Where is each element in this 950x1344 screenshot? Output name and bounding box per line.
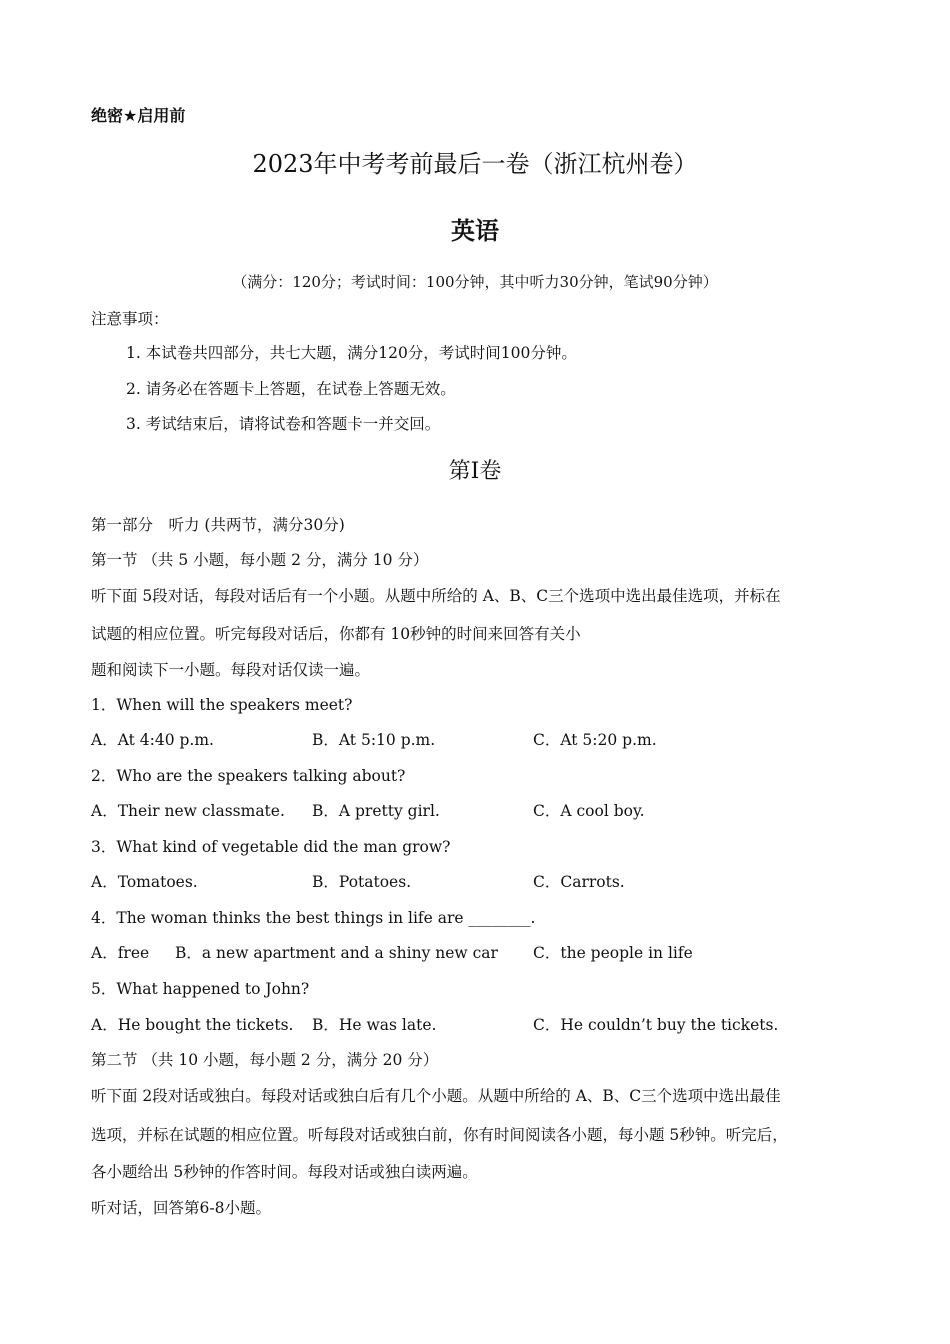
question-stem: 1．When will the speakers meet? bbox=[91, 696, 353, 714]
listening-prompt: 听对话，回答第6-8小题。 bbox=[91, 1199, 271, 1217]
option-b: B．A pretty girl. bbox=[312, 802, 440, 820]
instruction-line: 选项，并标在试题的相应位置。听每段对话或独白前，你有时间阅读各小题，每小题 5秒钟。听完后， bbox=[91, 1126, 788, 1144]
question-stem: 2．Who are the speakers talking about? bbox=[91, 767, 406, 785]
notes-heading: 注意事项： bbox=[91, 310, 169, 328]
section-heading: 第一节 （共 5 小题，每小题 2 分，满分 10 分） bbox=[91, 551, 429, 569]
question-stem: 3．What kind of vegetable did the man grow? bbox=[91, 838, 451, 856]
option-b: B．At 5:10 p.m. bbox=[312, 731, 436, 749]
instruction-line: 试题的相应位置。听完每段对话后，你都有 10秒钟的时间来回答有关小 bbox=[91, 625, 581, 643]
option-c: C．A cool boy. bbox=[533, 802, 645, 820]
option-a: A．At 4:40 p.m. bbox=[91, 731, 214, 749]
option-c: C．He couldn’t buy the tickets. bbox=[533, 1016, 779, 1034]
exam-title: 2023年中考考前最后一卷（浙江杭州卷） bbox=[252, 150, 698, 178]
volume-title: 第I卷 bbox=[448, 459, 502, 484]
option-a: A．Tomatoes. bbox=[91, 873, 198, 891]
option-c: C．the people in life bbox=[533, 944, 693, 962]
option-b: B．Potatoes. bbox=[312, 873, 412, 891]
option-a: A．Their new classmate. bbox=[91, 802, 285, 820]
confidential-mark: 绝密★启用前 bbox=[91, 106, 186, 125]
subject-title: 英语 bbox=[451, 216, 499, 245]
note-item: 2. 请务必在答题卡上答题，在试卷上答题无效。 bbox=[126, 380, 456, 398]
option-c: C．Carrots. bbox=[533, 873, 625, 891]
instruction-line: 听下面 2段对话或独白。每段对话或独白后有几个小题。从题中所给的 A、B、C三个选项中选出最佳 bbox=[91, 1087, 781, 1105]
option-a: A．He bought the tickets. bbox=[91, 1016, 294, 1034]
part-heading: 第一部分 听力 (共两节，满分30分) bbox=[91, 516, 345, 534]
option-a: A．free bbox=[91, 944, 150, 962]
note-item: 1. 本试卷共四部分，共七大题，满分120分，考试时间100分钟。 bbox=[126, 344, 577, 362]
question-stem: 4．The woman thinks the best things in life are ________. bbox=[91, 909, 536, 927]
option-b: B．a new apartment and a shiny new car bbox=[175, 944, 498, 962]
instruction-line: 题和阅读下一小题。每段对话仅读一遍。 bbox=[91, 661, 371, 679]
exam-info: （满分：120分；考试时间：100分钟，其中听力30分钟，笔试90分钟） bbox=[232, 273, 718, 291]
option-b: B．He was late. bbox=[312, 1016, 437, 1034]
section-heading: 第二节 （共 10 小题，每小题 2 分，满分 20 分） bbox=[91, 1051, 439, 1069]
question-stem: 5．What happened to John? bbox=[91, 980, 310, 998]
note-item: 3. 考试结束后，请将试卷和答题卡一并交回。 bbox=[126, 415, 441, 433]
instruction-line: 各小题给出 5秒钟的作答时间。每段对话或独白读两遍。 bbox=[91, 1163, 478, 1181]
option-c: C．At 5:20 p.m. bbox=[533, 731, 657, 749]
instruction-line: 听下面 5段对话，每段对话后有一个小题。从题中所给的 A、B、C三个选项中选出最佳选项，并标在 bbox=[91, 587, 781, 605]
